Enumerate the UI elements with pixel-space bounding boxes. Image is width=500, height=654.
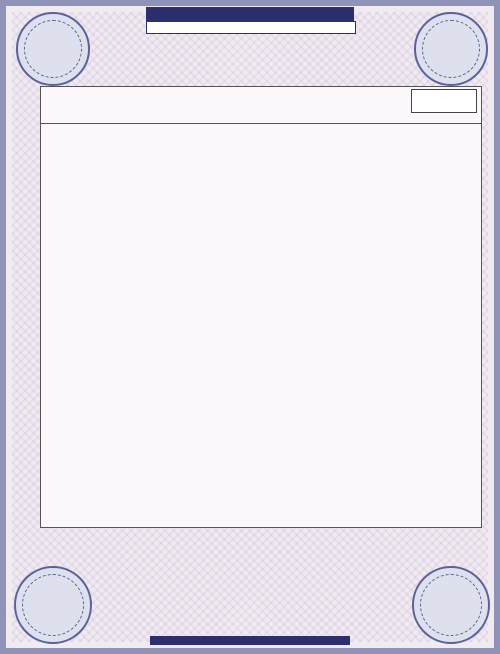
cert-banner [146,21,356,34]
state-banner [146,7,354,21]
seal-top-left [16,12,90,86]
side-instructions [18,150,32,540]
local-file-number [371,114,375,123]
seal-top-right [414,12,488,86]
seal-state-of-michigan [14,566,92,644]
death-certificate-form [40,86,482,528]
seal-kent-county [412,566,490,644]
alteration-warning [150,636,350,645]
state-file-number-box [411,89,477,113]
form-grid [41,123,481,528]
